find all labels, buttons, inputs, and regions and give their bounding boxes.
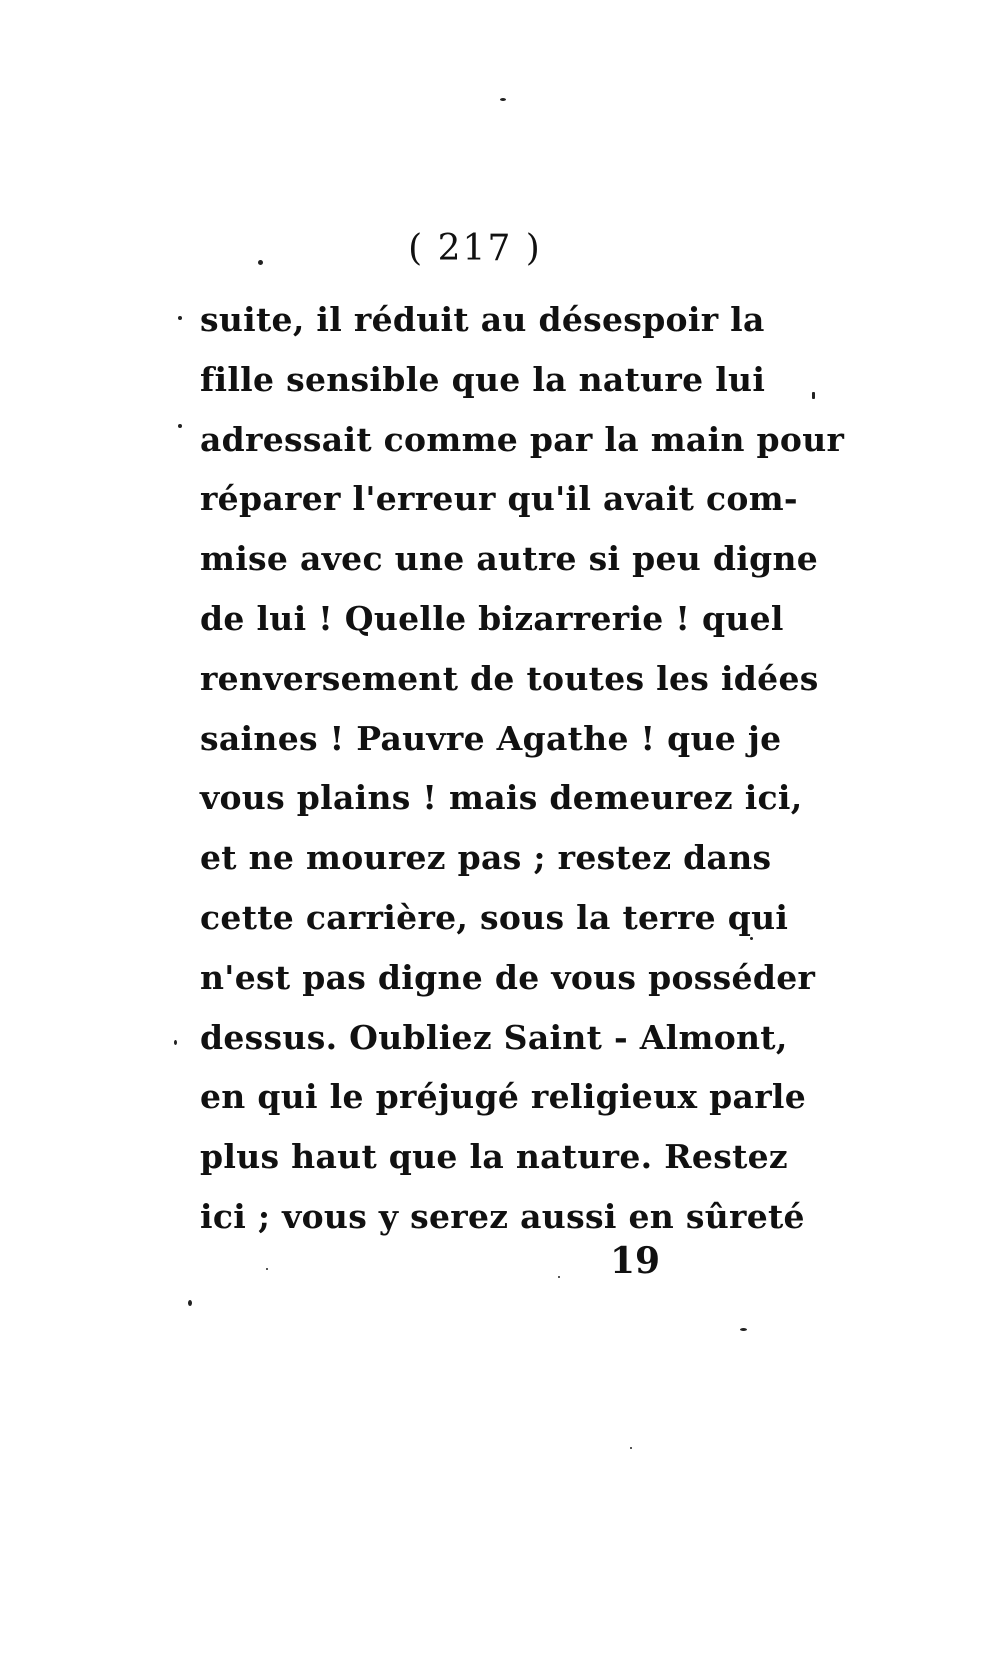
text-line: plus haut que la nature. Restez <box>200 1137 788 1177</box>
text-line: ici ; vous y serez aussi en sûreté <box>200 1196 805 1236</box>
scan-speck <box>558 1276 560 1278</box>
scan-speck <box>812 392 815 399</box>
text-line: réparer l'erreur qu'il avait com- <box>200 479 798 519</box>
scan-speck <box>174 1040 177 1045</box>
signature-mark: 19 <box>610 1240 661 1282</box>
scan-speck <box>178 424 182 428</box>
body-text <box>200 290 845 1247</box>
text-line: et ne mourez pas ; restez dans <box>200 838 772 878</box>
scan-speck <box>266 1268 268 1270</box>
scan-speck <box>750 937 753 940</box>
text-line: fille sensible que la nature lui <box>200 359 766 399</box>
text-line: de lui ! Quelle bizarrerie ! quel <box>200 598 784 638</box>
text-line: cette carrière, sous la terre qui <box>200 897 789 937</box>
text-line: en qui le préjugé religieux parle <box>200 1077 807 1117</box>
text-line: vous plains ! mais demeurez ici, <box>200 778 803 818</box>
scan-speck <box>500 98 506 101</box>
text-line: adressait comme par la main pour <box>200 419 845 459</box>
page-number: ( 217 ) <box>408 228 542 269</box>
text-line: dessus. Oubliez Saint - Almont, <box>200 1017 788 1057</box>
scan-speck <box>178 316 182 320</box>
text-line: renversement de toutes les idées <box>200 658 819 698</box>
scan-speck <box>188 1300 192 1306</box>
text-line: n'est pas digne de vous posséder <box>200 957 816 997</box>
text-line: mise avec une autre si peu digne <box>200 539 819 579</box>
text-line: suite, il réduit au désespoir la <box>200 300 765 339</box>
text-line: saines ! Pauvre Agathe ! que je <box>200 718 782 758</box>
scan-speck <box>740 1328 747 1331</box>
scan-speck <box>630 1447 632 1449</box>
scan-speck <box>258 260 263 265</box>
